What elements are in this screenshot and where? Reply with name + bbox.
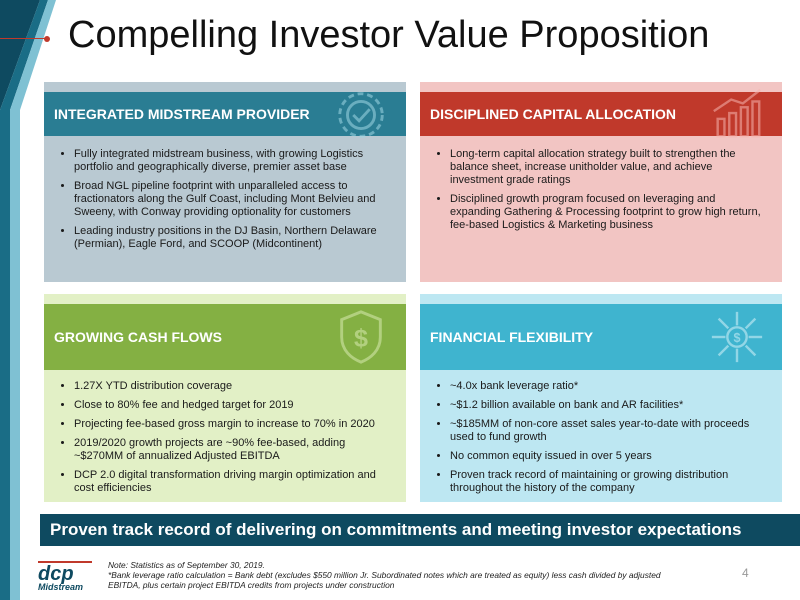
bottom-banner	[40, 514, 800, 546]
panel-financial-flexibility	[420, 294, 782, 502]
bullet-list	[420, 136, 782, 232]
list-item: • ~$1.2 billion available on bank and AR facilities*	[450, 399, 764, 412]
footnote	[108, 560, 668, 590]
panel-heading: GROWING CASH FLOWS	[54, 329, 222, 345]
panel-heading: DISCIPLINED CAPITAL ALLOCATION	[430, 106, 677, 122]
svg-text:$: $	[354, 324, 368, 353]
logo-subtext: Midstream	[38, 582, 84, 592]
slide-title: Compelling Investor Value Proposition	[68, 14, 710, 56]
bar-chart-arrow-icon	[708, 86, 766, 144]
list-item: • Disciplined growth program focused on leveraging and expanding Gathering & Processing footprint to grow high return, fee-based Logistics & Marketing business	[450, 193, 764, 232]
list-item: • DCP 2.0 digital transformation driving margin optimization and cost efficiencies	[74, 469, 388, 495]
panel-integrated-midstream	[44, 82, 406, 282]
list-item: • 1.27X YTD distribution coverage	[74, 380, 388, 393]
list-item: • Proven track record of maintaining or growing distribution throughout the history of the company	[450, 469, 764, 495]
footnote-line: Note: Statistics as of September 30, 2019.	[108, 560, 265, 570]
list-item: • Leading industry positions in the DJ Basin, Northern Delaware (Permian), Eagle Ford, and SCOOP (Midcontinent)	[74, 225, 388, 251]
panel-disciplined-capital	[420, 82, 782, 282]
banner-text: Proven track record of delivering on commitments and meeting investor expectations	[50, 520, 742, 539]
company-logo	[36, 558, 96, 592]
page-number: 4	[742, 566, 749, 580]
svg-text:$: $	[733, 330, 741, 345]
logo-text: dcp	[38, 563, 74, 585]
panel-heading: INTEGRATED MIDSTREAM PROVIDER	[54, 106, 310, 122]
gear-check-icon	[332, 86, 390, 144]
footnote-line: *Bank leverage ratio calculation = Bank debt (excludes $550 million Jr. Subordinated notes which are treated as equity) less cash divided by adjusted EBITDA, plus certain project EBITDA credits from projects under construction	[108, 570, 661, 590]
list-item: • Broad NGL pipeline footprint with unparalleled access to fractionators along the Gulf Coast, including Mont Belvieu and Sweeny, with Conway providing optionality for customers	[74, 180, 388, 219]
bullet-list	[420, 370, 782, 495]
panel-growing-cash-flows	[44, 294, 406, 502]
list-item: • Close to 80% fee and hedged target for 2019	[74, 399, 388, 412]
title-accent-dot	[44, 36, 50, 42]
panel-header	[44, 304, 406, 370]
panel-header	[420, 92, 782, 136]
title-accent-line	[0, 38, 46, 39]
dollar-shield-icon	[332, 308, 390, 366]
panel-heading: FINANCIAL FLEXIBILITY	[430, 329, 594, 345]
list-item: • Long-term capital allocation strategy built to strengthen the balance sheet, increase unitholder value, and achieve investment grade ratings	[450, 148, 764, 187]
bullet-list	[44, 136, 406, 251]
bullet-list	[44, 370, 406, 495]
panel-header	[44, 92, 406, 136]
list-item: • ~$185MM of non-core asset sales year-to-date with proceeds used to fund growth	[450, 418, 764, 444]
panel-header	[420, 304, 782, 370]
list-item: • 2019/2020 growth projects are ~90% fee-based, adding ~$270MM of annualized Adjusted EBITDA	[74, 437, 388, 463]
list-item: • ~4.0x bank leverage ratio*	[450, 380, 764, 393]
list-item: • Projecting fee-based gross margin to increase to 70% in 2020	[74, 418, 388, 431]
dollar-arrows-icon	[708, 308, 766, 366]
list-item: • Fully integrated midstream business, with growing Logistics portfolio and geographically diverse, premier asset base	[74, 148, 388, 174]
list-item: • No common equity issued in over 5 years	[450, 450, 764, 463]
